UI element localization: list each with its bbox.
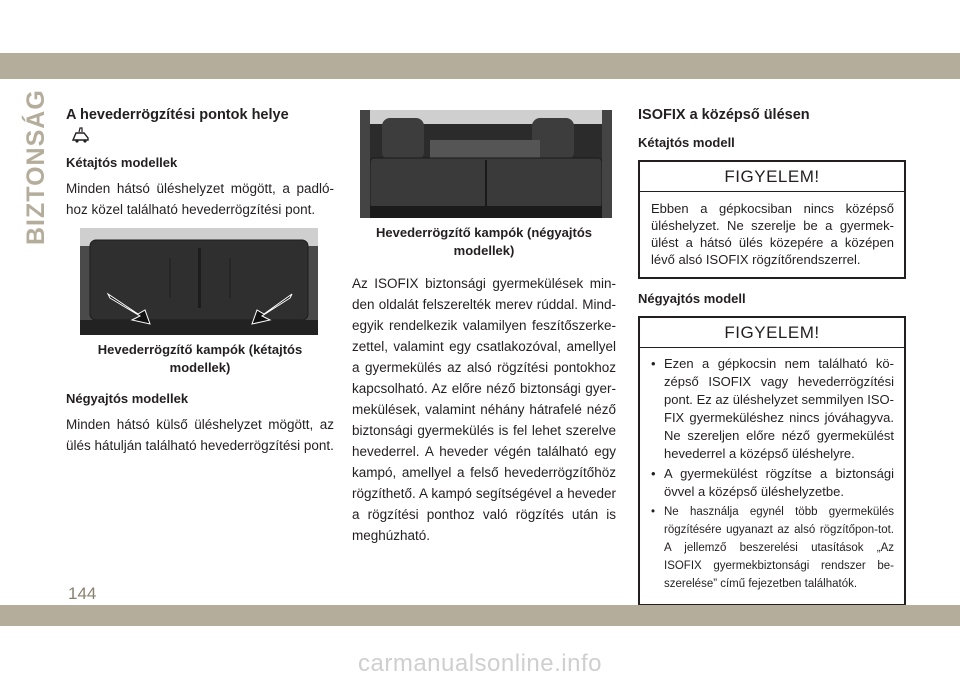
car-seat-icon	[70, 127, 92, 143]
list-item: • A gyermekülést rögzítse a biztonsági övvel a középső üléshelyzetbe.	[651, 466, 894, 499]
photo-two-door-anchors	[80, 228, 318, 335]
section-heading-isofix-center: ISOFIX a középső ülésen	[638, 107, 810, 123]
warning-title: FIGYELEM!	[640, 318, 904, 348]
bullet-dot: •	[651, 466, 656, 481]
subheading-two-door-model: Kétajtós modell	[638, 135, 735, 150]
section-heading-anchor-location: A hevederrögzítési pontok helye	[66, 107, 289, 123]
paragraph-isofix-info: Az ISOFIX biztonsági gyermekülések min-den oldalát felszerelték merev rúddal. Mind-egyik rendelkezik valamilyen feszítőszerke-zettel, valamint egy csatlakozóval, amellyel a gyermekülés az alsó rögzítési pontokhoz kapcsolható. Az előre néző biztonsági gyer-mekülések, valamint néhány hátrafelé néző biztonsági gyermekülés is fel lehet szerelve hevederrel. A heveder végén található egy kampó, amellyel a felső hevederrögzítőhöz rögzíthető. A kampó segítségével a heveder a rögzítési ponthoz való rögzítés után is meghúzható.	[352, 276, 616, 543]
subheading-four-door-model: Négyajtós modell	[638, 291, 746, 306]
subheading-two-door: Kétajtós modellek	[66, 155, 178, 170]
bullet-dot: •	[651, 506, 656, 518]
watermark-text: carmanualsonline.info	[358, 650, 602, 677]
paragraph-two-door: Minden hátsó üléshelyzet mögött, a padló-hoz közel található hevederrögzítési pont.	[66, 181, 334, 217]
bullet-dot: •	[651, 356, 656, 371]
page-number: 144	[68, 584, 97, 603]
warning-text: Ebben a gépkocsiban nincs középső üléshelyzet. Ne szerelje be a gyermek-ülést a hátsó ülés közepére a középen lévő alsó ISOFIX rögzítőrendszerrel.	[651, 201, 894, 267]
column-right	[638, 107, 906, 606]
caption-two-door-photo: Hevederrögzítő kampók (kétajtós modellek)	[97, 342, 303, 375]
list-item: • Ne használja egynél több gyermekülés rögzítésére ugyanazt az alsó rögzítőpon-tot. A jellemző beszerelési utasítások „Az ISOFIX gyermekbiztonsági rendszer be-szerelése” című fejezetben találhatók.	[651, 503, 894, 593]
caption-four-door-photo: Hevederrögzítő kampók (négyajtós modellek)	[376, 225, 592, 258]
photo-four-door-anchors	[360, 110, 612, 218]
bottom-band	[0, 605, 960, 626]
paragraph-four-door: Minden hátsó külső üléshelyzet mögött, az ülés hátulján található hevederrögzítési pont.	[66, 417, 334, 453]
top-band	[0, 53, 960, 79]
warning-title: FIGYELEM!	[640, 162, 904, 192]
list-item: • Ezen a gépkocsin nem található kö-zépső ISOFIX vagy hevederrögzítési pont. Ez az üléshelyzet semmilyen ISO-FIX gyermeküléshez nincs jóváhagyva. Ne szereljen előre néző gyermekülést hevederrel a középső üléshelyre.	[651, 356, 894, 461]
warning-box-two-door	[638, 160, 906, 279]
warning-bullet-list	[651, 355, 894, 593]
column-middle	[352, 107, 616, 546]
section-side-tab: BIZTONSÁG	[22, 89, 50, 245]
subheading-four-door: Négyajtós modellek	[66, 391, 189, 406]
warning-box-four-door	[638, 316, 906, 606]
column-left	[66, 107, 334, 456]
